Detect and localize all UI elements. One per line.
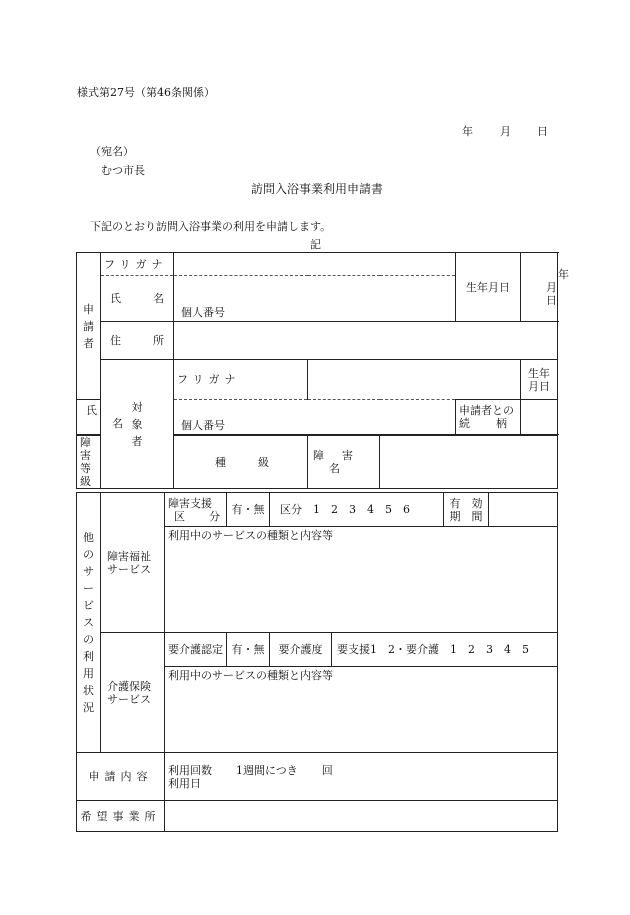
applicant-address-field[interactable] <box>174 322 558 360</box>
request-content-field[interactable]: 利用回数 1週間につき 回 利用日 <box>165 753 558 801</box>
disability-grade-label: 障害等級 <box>77 436 101 489</box>
valid-period-field[interactable] <box>489 493 558 527</box>
subject-relation-label: 申請者との 続 柄 <box>456 400 521 435</box>
disability-name-field[interactable] <box>380 436 558 489</box>
applicant-name-label: 氏 名 <box>101 276 174 322</box>
welfare-service-label: 障害福祉 サービス <box>101 493 165 633</box>
subject-name-label: 氏名 <box>77 400 101 435</box>
subject-name-field[interactable]: 個人番号 <box>174 400 456 435</box>
support-category-options[interactable]: 区分 1 2 3 4 5 6 <box>270 493 444 527</box>
subject-birth-label: 生年月日 <box>521 360 558 400</box>
preferred-office-field[interactable] <box>165 801 558 832</box>
other-services-side-label: 他 の サ ー ビ ス の 利 用 状 況 <box>77 493 101 753</box>
valid-period-label: 有 効 期 間 <box>444 493 489 527</box>
addressee: むつ市長 <box>101 164 145 177</box>
applicant-furigana-field[interactable] <box>174 253 456 276</box>
ki-label: 記 <box>310 238 321 251</box>
care-in-use-field[interactable]: 利用中のサービスの種類と内容等 <box>165 667 558 753</box>
applicant-address-label: 住 所 <box>101 322 174 360</box>
subject-furigana-label: フリガナ <box>174 360 308 400</box>
subject-side-label: 対 象 者 <box>101 360 174 489</box>
subject-relation-field[interactable] <box>521 400 558 435</box>
applicant-side-label: 申 請 者 <box>77 253 101 400</box>
form-number: 様式第27号（第46条関係） <box>77 86 215 99</box>
addressee-label: （宛名） <box>90 145 134 158</box>
care-certification-label: 要介護認定 <box>165 633 227 667</box>
welfare-in-use-field[interactable]: 利用中のサービスの種類と内容等 <box>165 527 558 633</box>
date-day: 日 <box>537 125 548 138</box>
intro-text: 下記のとおり訪問入浴事業の利用を申請します。 <box>90 220 332 233</box>
date-year: 年 <box>462 125 473 138</box>
applicant-birth-label: 生年月日 <box>456 253 521 322</box>
date-month: 月 <box>500 125 511 138</box>
request-content-label: 申請内容 <box>77 753 165 801</box>
preferred-office-label: 希望事業所 <box>77 801 165 832</box>
disability-name-label: 障 害名 <box>308 436 380 489</box>
applicant-furigana-label: フリガナ <box>101 253 174 276</box>
applicant-birth-field[interactable]: 年月日 <box>521 253 558 322</box>
subject-furigana-field[interactable] <box>308 360 521 400</box>
care-level-label: 要介護度 <box>270 633 332 667</box>
care-insurance-label: 介護保険 サービス <box>101 633 165 753</box>
disability-grade-field[interactable]: 種 級 <box>174 436 308 489</box>
support-yes-no[interactable]: 有・無 <box>227 493 270 527</box>
care-yes-no[interactable]: 有・無 <box>227 633 270 667</box>
care-level-options[interactable]: 要支援1 2・要介護 1 2 3 4 5 <box>332 633 558 667</box>
page-title: 訪問入浴事業利用申請書 <box>251 182 384 196</box>
applicant-subject-table <box>76 252 570 489</box>
support-category-label: 障害支援 区 分 <box>165 493 227 527</box>
applicant-name-field[interactable]: 個人番号 <box>174 276 456 322</box>
other-services-table <box>76 492 558 832</box>
